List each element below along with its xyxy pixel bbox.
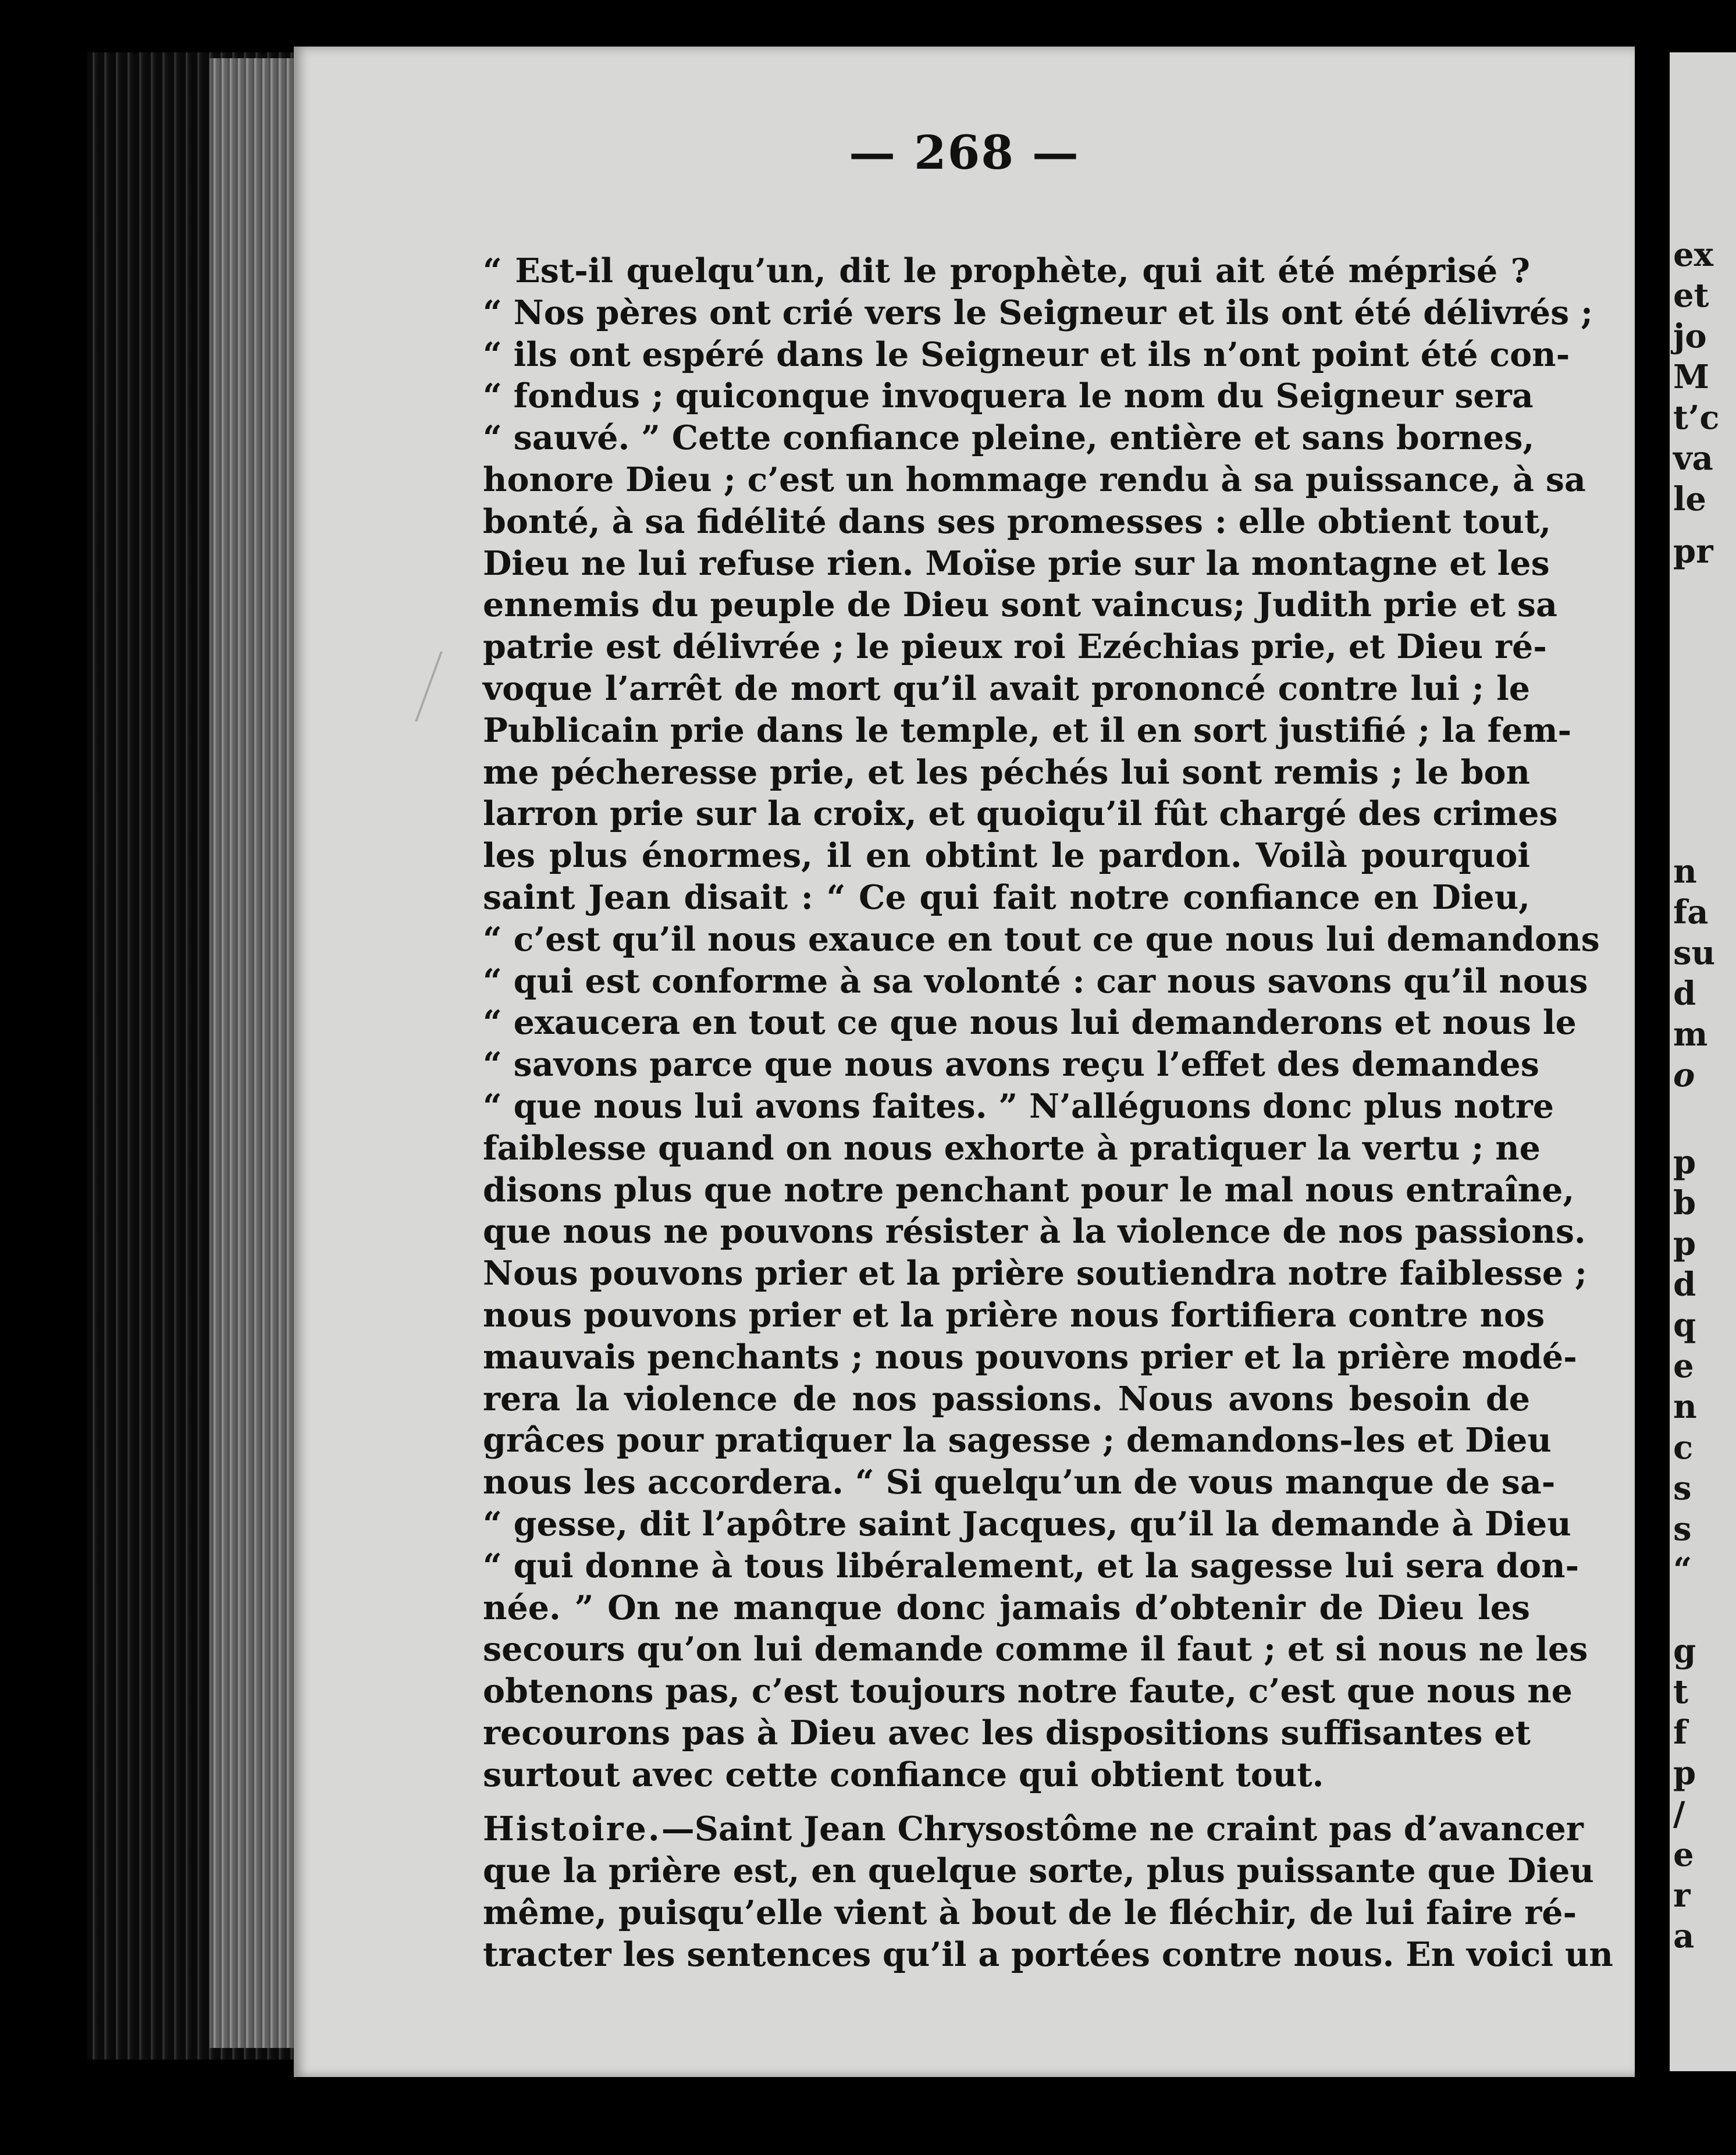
next-page-text: t <box>1673 1673 1688 1711</box>
text-line: larron prie sur la croix, et quoiqu’il fût chargé des crimes <box>483 794 1558 834</box>
text-line: recourons pas à Dieu avec les dispositions suffisantes et <box>483 1713 1531 1752</box>
text-line: “ Nos pères ont crié vers le Seigneur et ils ont été délivrés ; <box>483 293 1593 332</box>
text-line: “ qui est conforme à sa volonté : car nous savons qu’il nous <box>483 961 1588 1001</box>
book-page <box>294 47 1635 2077</box>
text-line: voque l’arrêt de mort qu’il avait prononcé contre lui ; le <box>483 668 1530 708</box>
next-page-text: m <box>1673 1015 1708 1054</box>
next-page-text: f <box>1673 1713 1688 1752</box>
next-page-text: su <box>1673 934 1716 972</box>
next-page-text: M <box>1673 358 1709 396</box>
next-page-text: ex <box>1673 236 1714 274</box>
histoire-first-line <box>483 1808 1584 1850</box>
text-line: “ qui donne à tous libéralement, et la sagesse lui sera don- <box>483 1546 1580 1585</box>
text-line: “ que nous lui avons faites. ” N’alléguons donc plus notre <box>483 1086 1554 1126</box>
next-page-text: d <box>1673 975 1696 1013</box>
next-page-text: r <box>1673 1876 1691 1915</box>
text-line: ennemis du peuple de Dieu sont vaincus; Judith prie et sa <box>483 585 1557 625</box>
text-line: rera la violence de nos passions. Nous avons besoin de <box>483 1379 1530 1418</box>
text-line: née. ” On ne manque donc jamais d’obtenir de Dieu les <box>483 1588 1530 1627</box>
book-page-edges-light <box>209 58 297 2048</box>
next-page-text: s <box>1673 1469 1692 1507</box>
histoire-label: Histoire. <box>483 1809 661 1849</box>
text-line: tracter les sentences qu’il a portées contre nous. En voici un <box>483 1934 1613 1974</box>
text-line: mauvais penchants ; nous pouvons prier et la prière modé- <box>483 1337 1577 1377</box>
next-page-text: a <box>1673 1917 1695 1955</box>
text-line: obtenons pas, c’est toujours notre faute, c’est que nous ne <box>483 1672 1573 1711</box>
next-page-text: p <box>1673 1143 1696 1182</box>
text-line: “ sauvé. ” Cette confiance pleine, entière et sans bornes, <box>483 418 1535 458</box>
next-page-fragment <box>1670 52 1736 2071</box>
text-line: patrie est délivrée ; le pieux roi Ezéchias prie, et Dieu ré- <box>483 627 1547 667</box>
text-line: secours qu’on lui demande comme il faut ; et si nous ne les <box>483 1630 1588 1669</box>
text-line: Publicain prie dans le temple, et il en sort justifié ; la fem- <box>483 710 1572 750</box>
text-line: les plus énormes, il en obtint le pardon. Voilà pourquoi <box>483 836 1530 876</box>
text-line: “ savons parce que nous avons reçu l’effet des demandes <box>483 1045 1539 1084</box>
text-line: Dieu ne lui refuse rien. Moïse prie sur la montagne et les <box>483 543 1550 583</box>
histoire-text: —Saint Jean Chrysostôme ne craint pas d’avancer <box>661 1809 1584 1849</box>
next-page-text: n <box>1673 852 1697 891</box>
next-page-text: o <box>1673 1056 1695 1094</box>
next-page-text: le <box>1673 480 1706 518</box>
next-page-text: / <box>1673 1795 1685 1833</box>
next-page-text: e <box>1673 1836 1694 1874</box>
next-page-text: va <box>1673 439 1713 478</box>
body-text <box>483 250 1613 1976</box>
text-line: disons plus que notre penchant pour le mal nous entraîne, <box>483 1170 1575 1210</box>
text-line: “ fondus ; quiconque invoquera le nom du Seigneur sera <box>483 376 1534 416</box>
next-page-text: pr <box>1673 532 1713 571</box>
next-page-text: “ <box>1673 1551 1692 1589</box>
text-line: Nous pouvons prier et la prière soutiendra notre faiblesse ; <box>483 1254 1587 1293</box>
text-line: grâces pour pratiquer la sagesse ; demandons-les et Dieu <box>483 1421 1552 1460</box>
text-line: honore Dieu ; c’est un hommage rendu à sa puissance, à sa <box>483 460 1586 499</box>
text-line: me pécheresse prie, et les péchés lui sont remis ; le bon <box>483 752 1530 792</box>
text-line: surtout avec cette confiance qui obtient tout. <box>483 1755 1324 1794</box>
next-page-text: t’c <box>1673 399 1720 437</box>
next-page-text: p <box>1673 1754 1696 1793</box>
text-line: que nous ne pouvons résister à la violence de nos passions. <box>483 1212 1586 1251</box>
next-page-text: s <box>1673 1510 1692 1548</box>
next-page-text: b <box>1673 1184 1696 1222</box>
next-page-text: jo <box>1673 317 1707 355</box>
next-page-text: g <box>1673 1632 1696 1670</box>
next-page-text: d <box>1673 1265 1696 1304</box>
text-line: saint Jean disait : “ Ce qui fait notre confiance en Dieu, <box>483 877 1530 917</box>
page-number: — 268 — <box>849 125 1080 180</box>
text-line: nous pouvons prier et la prière nous fortifiera contre nos <box>483 1295 1545 1335</box>
next-page-text: q <box>1673 1306 1696 1345</box>
text-line: “ gesse, dit l’apôtre saint Jacques, qu’il la demande à Dieu <box>483 1504 1571 1544</box>
text-line: “ c’est qu’il nous exauce en tout ce que nous lui demandons <box>483 919 1600 959</box>
pencil-mark <box>415 652 489 721</box>
text-line: “ exaucera en tout ce que nous lui demanderons et nous le <box>483 1003 1577 1043</box>
next-page-text: e <box>1673 1347 1694 1385</box>
next-page-text: n <box>1673 1388 1697 1426</box>
text-line: “ Est-il quelqu’un, dit le prophète, qui ait été méprisé ? <box>483 251 1530 290</box>
text-line: “ ils ont espéré dans le Seigneur et ils n’ont point été con- <box>483 335 1570 374</box>
next-page-text: c <box>1673 1428 1694 1467</box>
text-line: nous les accordera. “ Si quelqu’un de vous manque de sa- <box>483 1463 1556 1502</box>
text-line: que la prière est, en quelque sorte, plus puissante que Dieu <box>483 1851 1594 1891</box>
next-page-text: p <box>1673 1225 1696 1263</box>
next-page-text: fa <box>1673 893 1709 931</box>
text-line: faiblesse quand on nous exhorte à pratiquer la vertu ; ne <box>483 1128 1541 1168</box>
next-page-text: et <box>1673 276 1709 315</box>
text-line: même, puisqu’elle vient à bout de le fléchir, de lui faire ré- <box>483 1893 1577 1933</box>
text-line: bonté, à sa fidélité dans ses promesses : elle obtient tout, <box>483 502 1552 541</box>
